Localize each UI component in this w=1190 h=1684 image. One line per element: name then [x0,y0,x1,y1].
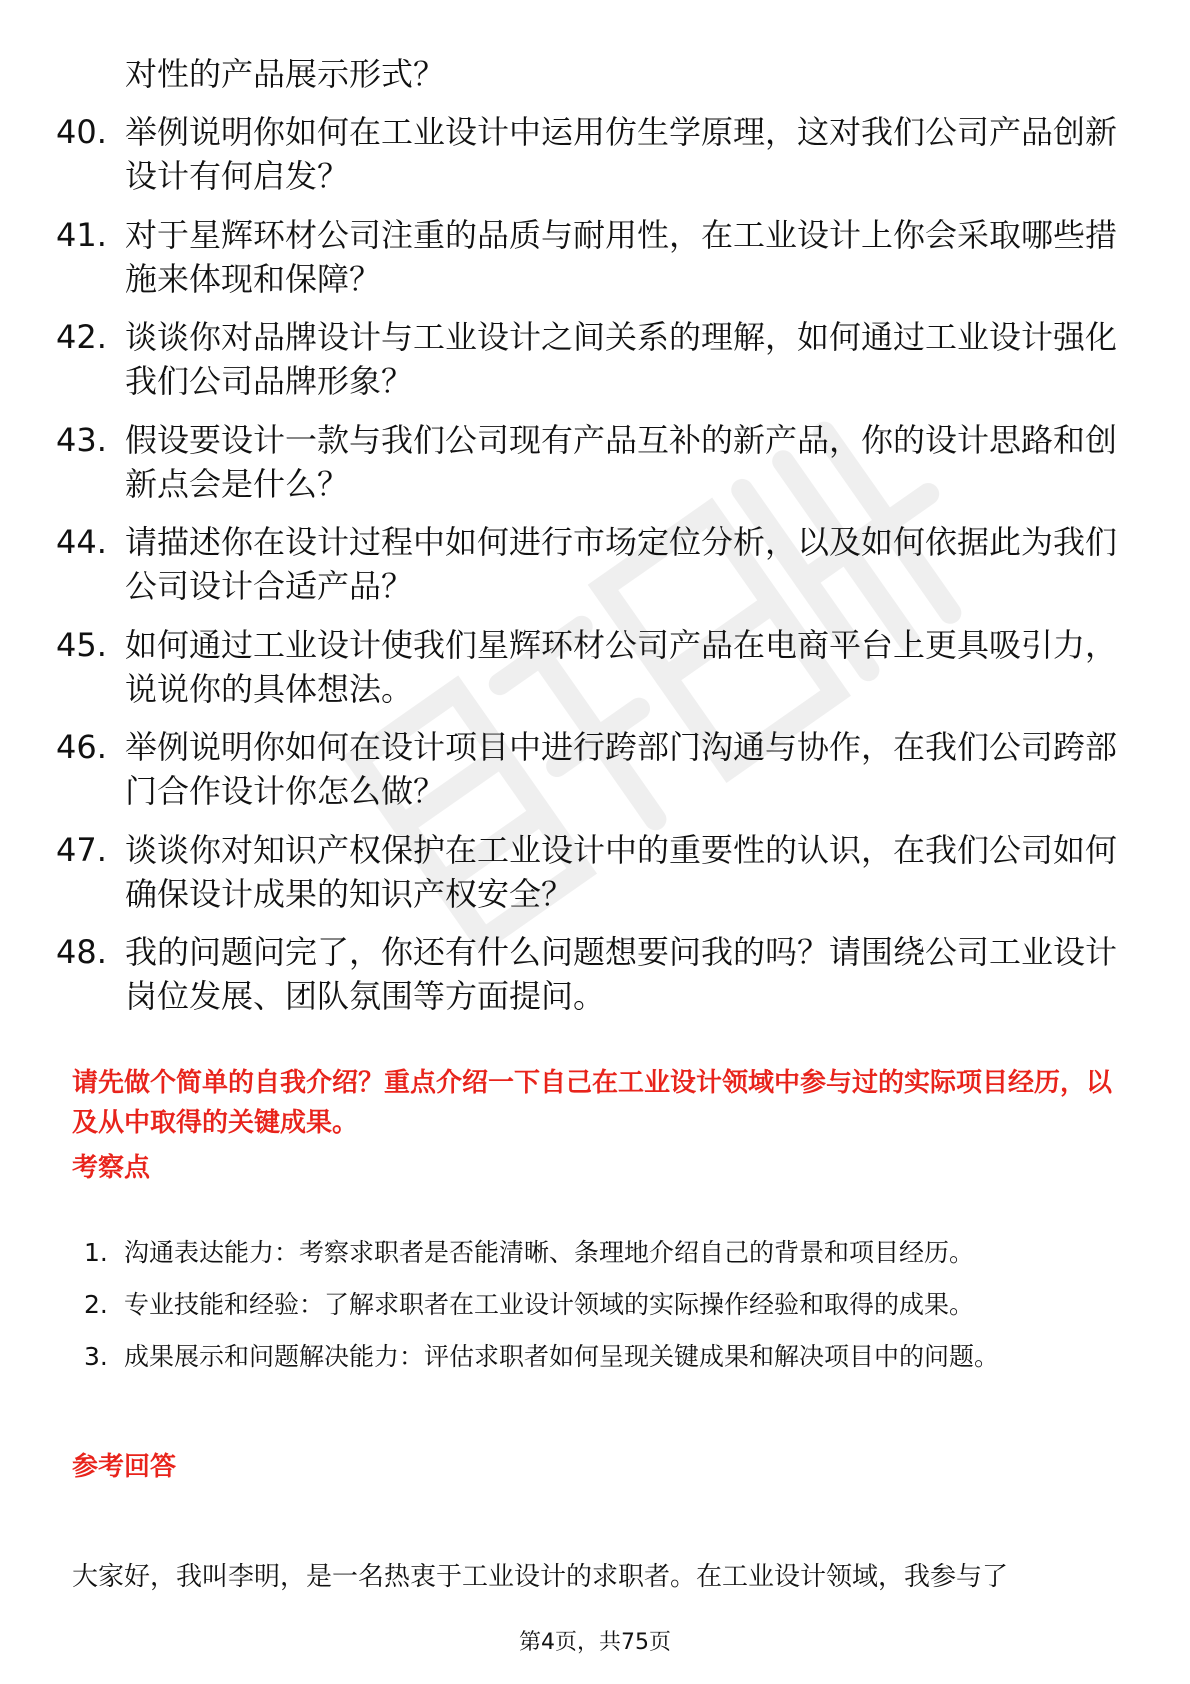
question-number: 45. [56,625,107,664]
question-text: 对于星辉环材公司注重的品质与耐用性，在工业设计上你会采取哪些措施来体现和保障？ [125,215,1118,298]
points-heading: 考察点 [72,1153,151,1183]
page-footer: 第4页，共75页 [519,1630,671,1655]
point-text: 沟通表达能力：考察求职者是否能清晰、条理地介绍自己的背景和项目经历。 [124,1238,975,1267]
question-item [56,930,1136,1018]
point-number: 3. [84,1342,108,1371]
assessment-point [84,1279,1124,1331]
question-text: 谈谈你对知识产权保护在工业设计中的重要性的认识，在我们公司如何确保设计成果的知识产权安全？ [125,830,1118,913]
question-item [56,418,1136,506]
question-text: 举例说明你如何在设计项目中进行跨部门沟通与协作，在我们公司跨部门合作设计你怎么做？ [125,728,1118,810]
question-number: 41. [56,215,107,254]
question-text: 假设要设计一款与我们公司现有产品互补的新产品，你的设计思路和创新点会是什么？ [125,420,1118,503]
point-number: 1. [84,1238,108,1267]
intro-question: 请先做个简单的自我介绍？重点介绍一下自己在工业设计领域中参与过的实际项目经历，以及从中取得的关键成果。 [72,1068,1113,1138]
question-number: 42. [56,318,107,356]
continued-question-text: 对性的产品展示形式？ [125,55,446,93]
assessment-point [84,1227,1124,1279]
question-item [56,725,1136,813]
answer-heading: 参考回答 [72,1452,177,1482]
question-text: 如何通过工业设计使我们星辉环材公司产品在电商平台上更具吸引力，说说你的具体想法。 [125,625,1118,708]
question-number: 47. [56,830,107,869]
question-text: 谈谈你对品牌设计与工业设计之间关系的理解，如何通过工业设计强化我们公司品牌形象？ [125,318,1118,400]
question-number: 46. [56,728,107,766]
question-item [56,315,1136,403]
question-number: 44. [56,523,107,561]
point-text: 成果展示和问题解决能力：评估求职者如何呈现关键成果和解决项目中的问题。 [124,1342,1000,1371]
question-text: 请描述你在设计过程中如何进行市场定位分析，以及如何依据此为我们公司设计合适产品？ [125,523,1118,605]
question-number: 48. [56,933,107,971]
assessment-point [84,1331,1124,1383]
question-item [56,828,1136,916]
question-text: 我的问题问完了，你还有什么问题想要问我的吗？请围绕公司工业设计岗位发展、团队氛围等方面提问。 [125,933,1118,1015]
assessment-points-list [84,1227,1124,1383]
reference-answer-text: 大家好，我叫李明，是一名热衷于工业设计的求职者。在工业设计领域，我参与了 [72,1562,1009,1592]
question-item [56,520,1136,608]
question-number: 43. [56,420,107,459]
point-number: 2. [84,1290,108,1319]
question-number: 40. [56,113,107,151]
question-item [56,110,1136,198]
question-item [56,213,1136,301]
question-text: 举例说明你如何在工业设计中运用仿生学原理，这对我们公司产品创新设计有何启发？ [125,113,1118,195]
point-text: 专业技能和经验：了解求职者在工业设计领域的实际操作经验和取得的成果。 [124,1290,975,1319]
question-list [56,110,1136,1033]
question-item [56,623,1136,711]
